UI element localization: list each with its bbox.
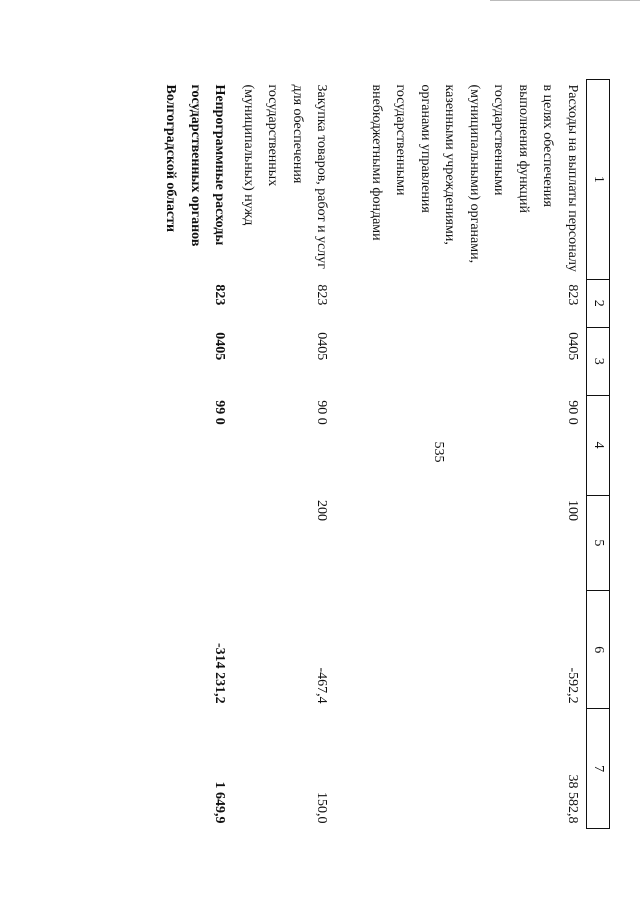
col-header-7: 7 <box>587 709 610 829</box>
col-header-2: 2 <box>587 279 610 327</box>
row-change: -467,4 <box>314 667 330 704</box>
row-total: 1 649,9 <box>212 781 228 824</box>
row-razdel: 0405 <box>212 332 228 361</box>
col-header-1: 1 <box>587 80 610 280</box>
row-vr <box>156 495 234 591</box>
row-total: 38 582,8 <box>565 774 580 824</box>
row-vr: 200 <box>314 500 330 521</box>
row-total: 150,0 <box>314 792 330 824</box>
budget-table <box>156 79 610 829</box>
row-csr: 90 0 <box>565 400 580 425</box>
row-name: Закупка товаров, работ и услуг для обеспечения государственных (муниципальных) нужд <box>241 84 330 270</box>
row-name: Расходы на выплаты персоналу в целях обеспечения выполнения функций государственными (муниципальными) органами, казенными учреждениями, органами управления государственными внебюджетными фондами <box>369 84 580 272</box>
row-razdel: 0405 <box>565 332 580 361</box>
row-ved: 823 <box>565 284 580 306</box>
row-csr: 90 0 <box>314 400 330 425</box>
row-name: Непрограммные расходы государственных органов Волгоградской области <box>163 84 228 247</box>
col-header-6: 6 <box>587 591 610 709</box>
table-row <box>234 80 362 829</box>
row-vr: 100 <box>565 500 580 521</box>
row-ved: 823 <box>212 284 228 306</box>
col-header-3: 3 <box>587 327 610 395</box>
col-header-4: 4 <box>587 395 610 495</box>
row-ved: 823 <box>314 284 330 306</box>
table-row <box>156 80 234 829</box>
row-change: -314 231,2 <box>212 642 228 704</box>
table-header-row <box>587 80 610 829</box>
budget-table-rotated <box>90 79 610 829</box>
top-rule <box>490 0 640 1</box>
table-row <box>362 80 587 829</box>
row-csr: 99 0 <box>212 400 228 425</box>
row-change: -592,2 <box>565 667 580 704</box>
page-number: 535 <box>431 441 446 463</box>
row-razdel: 0405 <box>314 332 330 361</box>
col-header-5: 5 <box>587 495 610 591</box>
